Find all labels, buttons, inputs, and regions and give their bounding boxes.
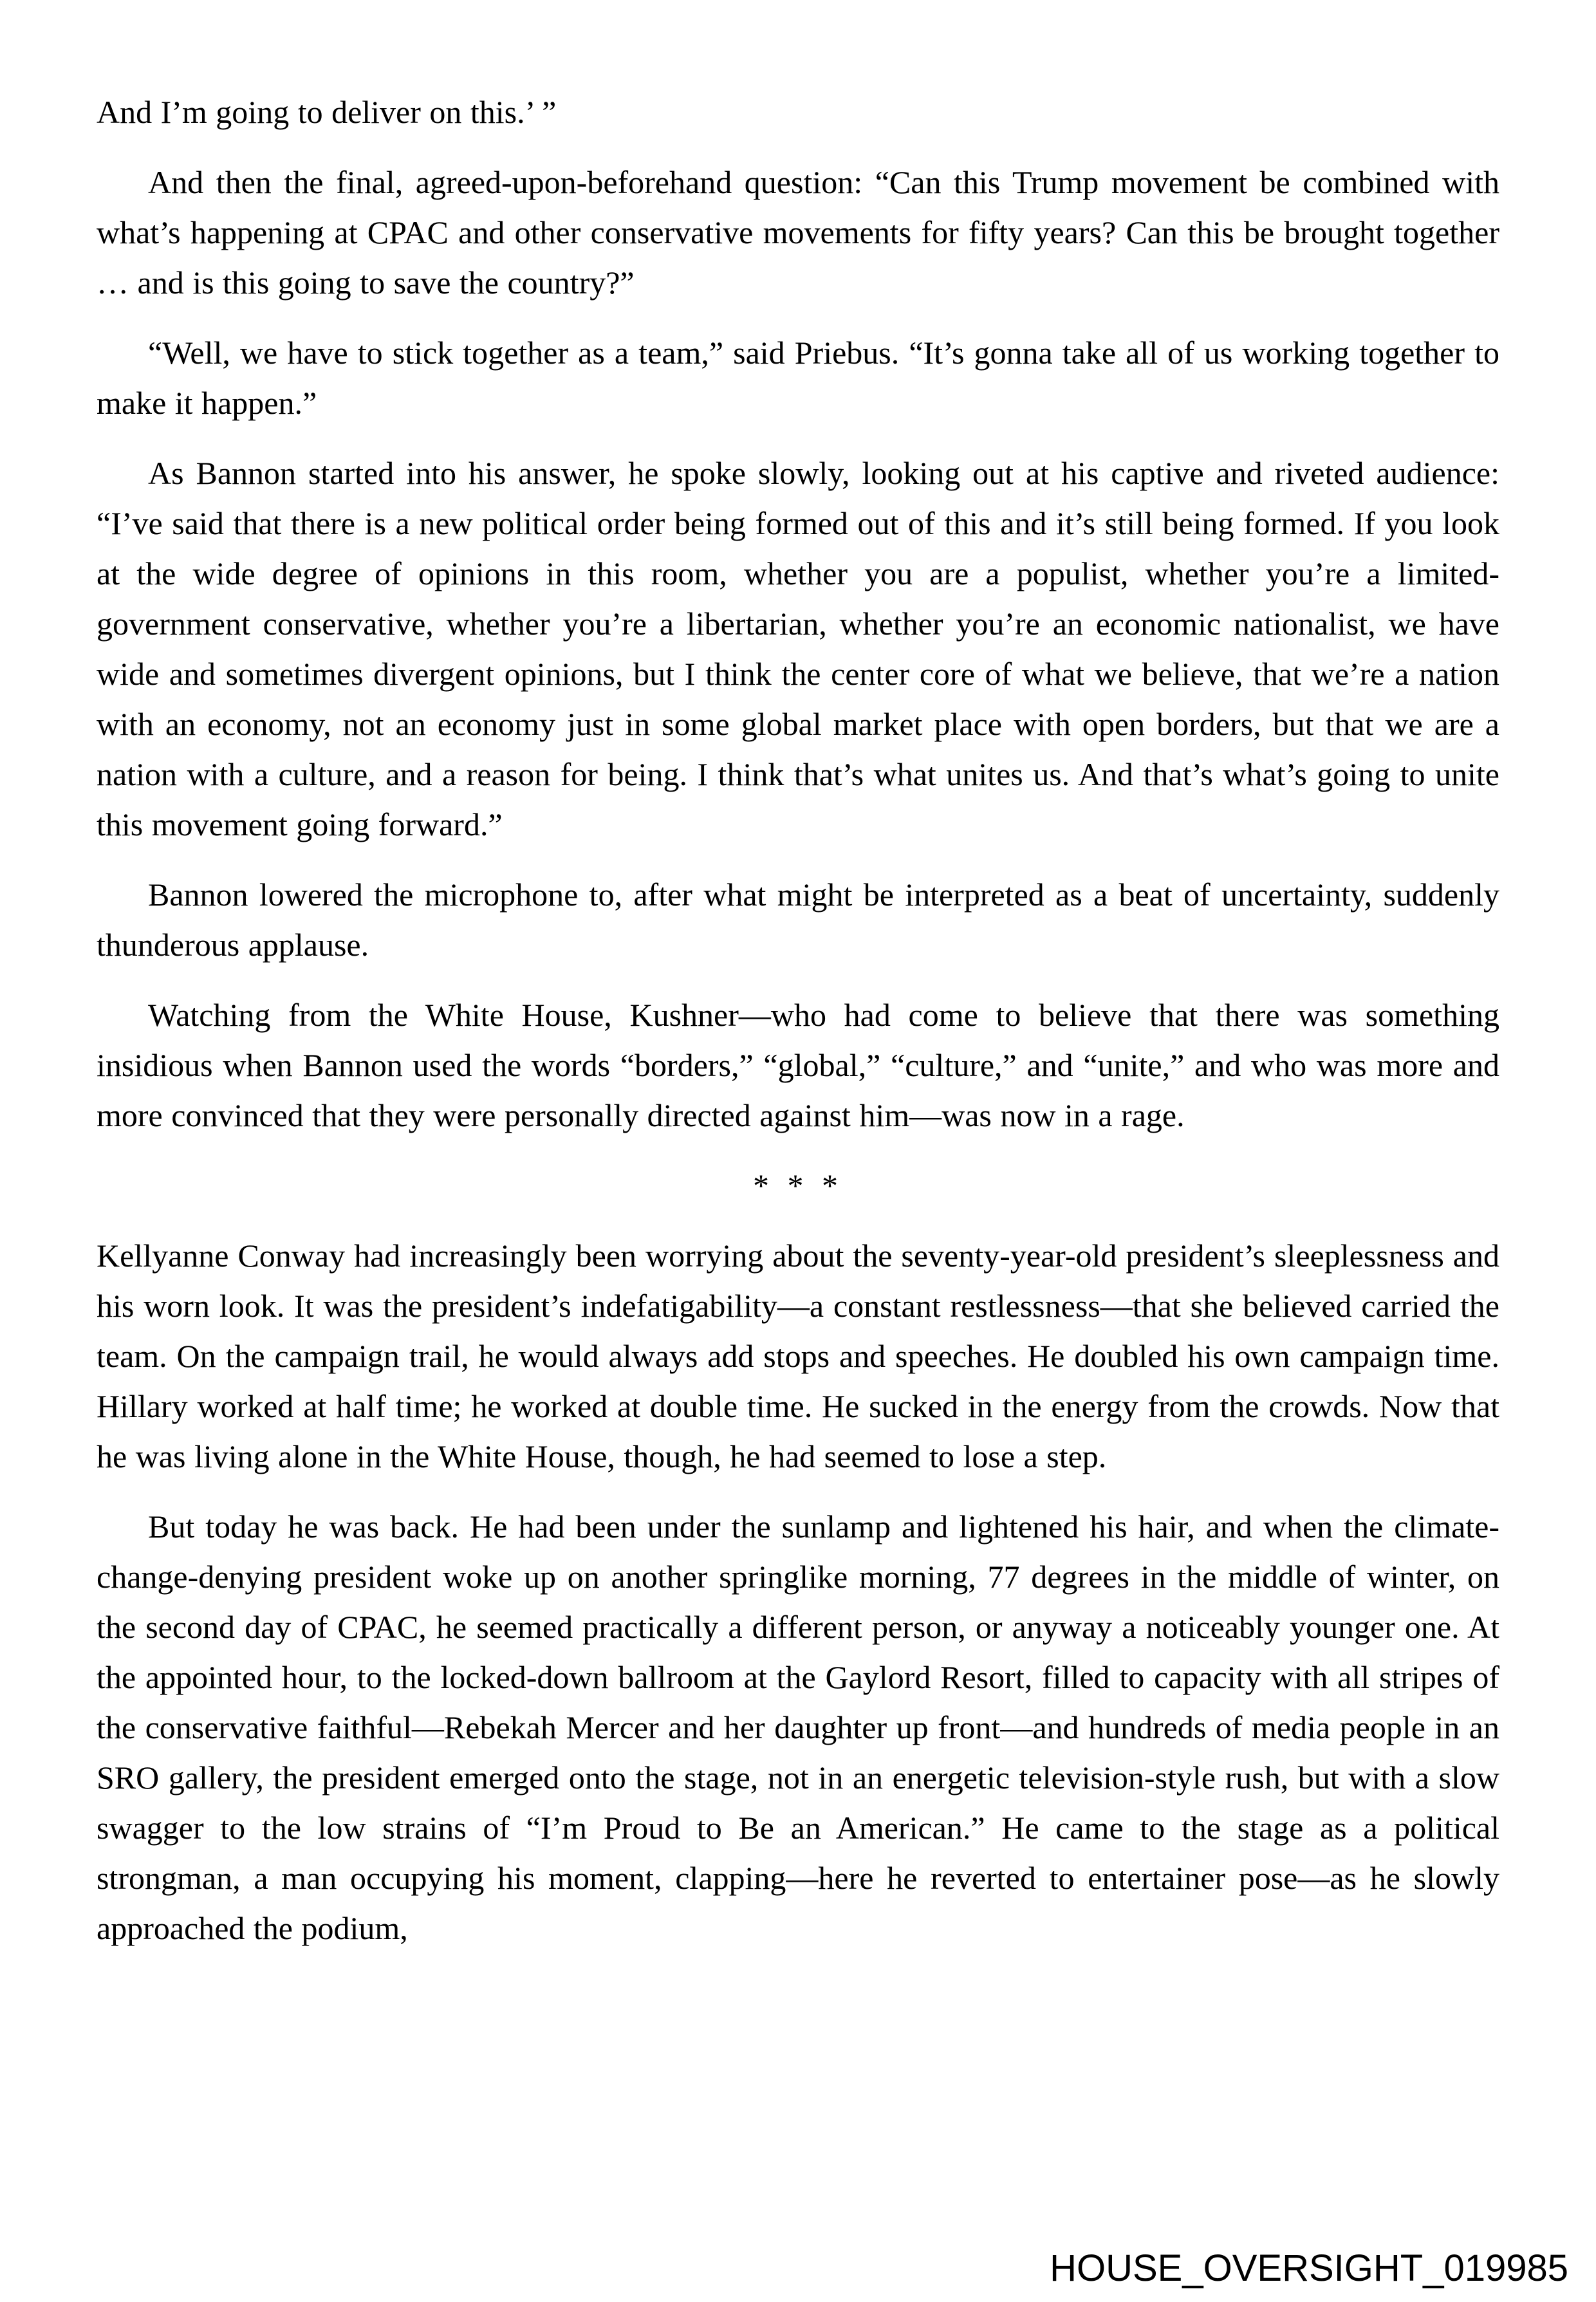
page-body bbox=[97, 87, 1499, 1973]
bates-stamp: HOUSE_OVERSIGHT_019985 bbox=[1050, 2247, 1568, 2289]
body-paragraph: But today he was back. He had been under the sunlamp and lightened his hair, and when the climate-change-denying president woke up on another springlike morning, 77 degrees in the middle of winter, on the second day of CPAC, he seemed practically a different person, or anyway a noticeably younger one. At the appointed hour, to the locked-down ballroom at the Gaylord Resort, filled to capacity with all stripes of the conservative faithful—Rebekah Mercer and her daughter up front—and hundreds of media people in an SRO gallery, the president emerged onto the stage, not in an energetic television-style rush, but with a slow swagger to the low strains of “I’m Proud to Be an American.” He came to the stage as a political strongman, a man occupying his moment, clapping—here he reverted to entertainer pose—as he slowly approached the podium, bbox=[97, 1508, 1499, 1946]
body-paragraph: Kellyanne Conway had increasingly been worrying about the seventy-year-old president’s sleeplessness and his worn look. It was the president’s indefatigability—a constant restlessness—that she believed carried the team. On the campaign trail, he would always add stops and speeches. He doubled his own campaign time. Hillary worked at half time; he worked at double time. He sucked in the energy from the crowds. Now that he was living alone in the White House, though, he had seemed to lose a step. bbox=[97, 1238, 1499, 1474]
section-break-asterisks: * * * bbox=[753, 1167, 843, 1203]
body-paragraph: And I’m going to deliver on this.’ ” bbox=[97, 94, 557, 130]
body-paragraph: As Bannon started into his answer, he spoke slowly, looking out at his captive and riveted audience: “I’ve said that there is a new political order being formed out of this and it’s still being formed. If you look at the wide degree of opinions in this room, whether you are a populist, whether you’re a limited-government conservative, whether you’re a libertarian, whether you’re an economic nationalist, we have wide and sometimes divergent opinions, but I think the center core of what we believe, that we’re a nation with an economy, not an economy just in some global market place with open borders, but that we are a nation with a culture, and a reason for being. I think that’s what unites us. And that’s what’s going to unite this movement going forward.” bbox=[97, 455, 1499, 842]
body-paragraph: “Well, we have to stick together as a team,” said Priebus. “It’s gonna take all of us working together to make it happen.” bbox=[97, 335, 1499, 421]
body-paragraph: Watching from the White House, Kushner—who had come to believe that there was something insidious when Bannon used the words “borders,” “global,” “culture,” and “unite,” and who was more and more convinced that they were personally directed against him—was now in a rage. bbox=[97, 997, 1499, 1133]
body-paragraph: Bannon lowered the microphone to, after what might be interpreted as a beat of uncertainty, suddenly thunderous applause. bbox=[97, 877, 1499, 963]
body-paragraph: And then the final, agreed-upon-beforehand question: “Can this Trump movement be combined with what’s happening at CPAC and other conservative movements for fifty years? Can this be brought together … and is this going to save the country?” bbox=[97, 164, 1499, 301]
